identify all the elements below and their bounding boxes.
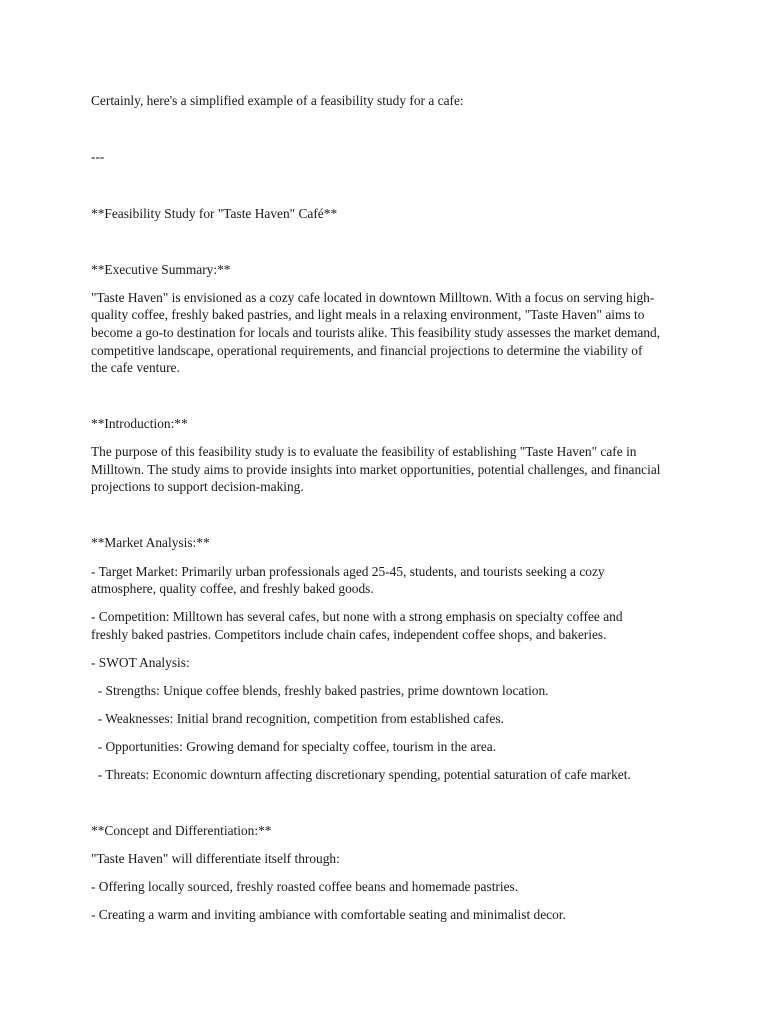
- executive-summary-line: the cafe venture.: [91, 360, 180, 375]
- introduction-line: Milltown. The study aims to provide insights into market opportunities, potential challenges, and financial: [91, 462, 661, 477]
- swot-threats: - Threats: Economic downturn affecting discretionary spending, potential saturation of cafe market.: [91, 767, 631, 782]
- concept-item: - Creating a warm and inviting ambiance with comfortable seating and minimalist decor.: [91, 907, 566, 922]
- introduction-heading: **Introduction:**: [91, 416, 188, 431]
- target-market-line: atmosphere, quality coffee, and freshly baked goods.: [91, 581, 374, 596]
- competition-line: freshly baked pastries. Competitors include chain cafes, independent coffee shops, and bakeries.: [91, 627, 607, 642]
- swot-weaknesses: - Weaknesses: Initial brand recognition, competition from established cafes.: [91, 711, 504, 726]
- intro-text: Certainly, here's a simplified example of a feasibility study for a cafe:: [91, 93, 464, 108]
- executive-summary-line: competitive landscape, operational requirements, and financial projections to determine the viability of: [91, 343, 643, 358]
- swot-strengths: - Strengths: Unique coffee blends, freshly baked pastries, prime downtown location.: [91, 683, 549, 698]
- concept-item: - Offering locally sourced, freshly roasted coffee beans and homemade pastries.: [91, 879, 519, 894]
- concept-lead: "Taste Haven" will differentiate itself through:: [91, 851, 340, 866]
- swot-heading: - SWOT Analysis:: [91, 655, 190, 670]
- executive-summary-line: become a go-to destination for locals and tourists alike. This feasibility study assesses the market demand,: [91, 325, 661, 340]
- concept-heading: **Concept and Differentiation:**: [91, 823, 272, 838]
- separator: ---: [91, 149, 105, 164]
- document-title: **Feasibility Study for "Taste Haven" Café**: [91, 206, 338, 221]
- introduction-line: The purpose of this feasibility study is to evaluate the feasibility of establishing "Taste Haven" cafe in: [91, 444, 637, 459]
- executive-summary-heading: **Executive Summary:**: [91, 262, 231, 277]
- competition-line: - Competition: Milltown has several cafes, but none with a strong emphasis on specialty coffee and: [91, 609, 623, 624]
- swot-opportunities: - Opportunities: Growing demand for specialty coffee, tourism in the area.: [91, 739, 497, 754]
- introduction-line: projections to support decision-making.: [91, 479, 304, 494]
- executive-summary-line: quality coffee, freshly baked pastries, and light meals in a relaxing environment, "Taste Haven" aims to: [91, 307, 645, 322]
- target-market-line: - Target Market: Primarily urban professionals aged 25-45, students, and tourists seeking a cozy: [91, 564, 605, 579]
- market-analysis-heading: **Market Analysis:**: [91, 535, 210, 550]
- executive-summary-line: "Taste Haven" is envisioned as a cozy cafe located in downtown Milltown. With a focus on serving high-: [91, 290, 655, 305]
